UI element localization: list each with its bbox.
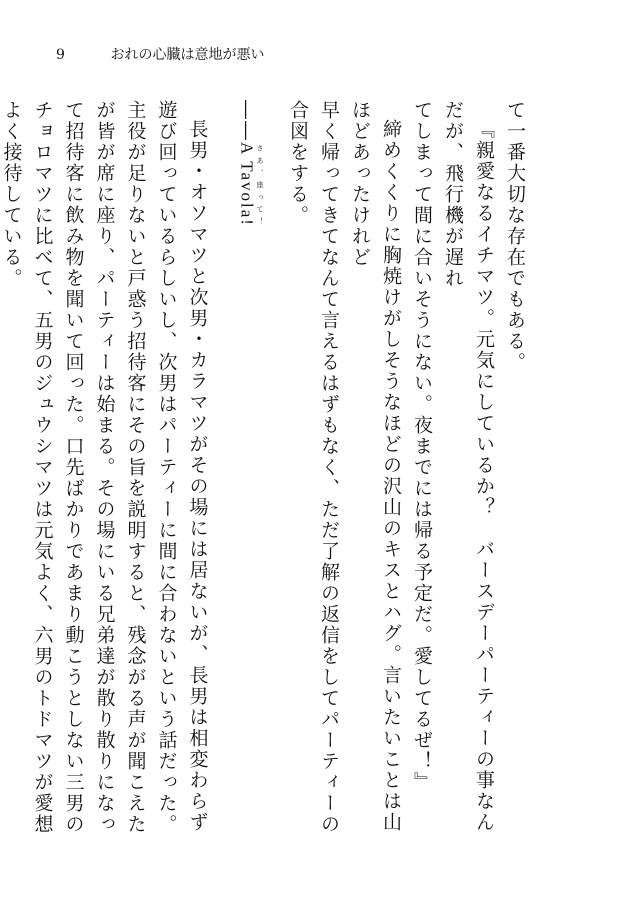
paragraph-party: 長男・オソマツと次男・カラマツがその場には居ないが、長男は相変わらず遊び回っているらしいし、次男はパーティーに間に合わないという話だった。主役が足りないと戸惑う招待客にその旨を説明すると、残念がる声が聞こえたが皆が席に座り、パーティーは始まる。その場にいる兄弟達が散り散りになって招待客に飲み物を聞いて回った。口先ばかりであまり動こうとしない三男のチョロマツに比べて、五男のジュウシマツは元気よく、六男のトドマツが愛想よく接待している。 (0, 100, 209, 835)
section-gap (213, 100, 231, 840)
text-line: て一番大切な存在でもある。 (504, 100, 526, 373)
paragraph-letter: 『親愛なるイチマツ。元気にしているか？ バースデーパーティーの事なんだが、飛行機が遅れ (442, 100, 495, 833)
section-gap (264, 100, 282, 840)
section-heading-tavola (231, 100, 265, 840)
text-line: てしまって間に合いそうにない。夜までには帰る予定だ。愛してるぜ！』 (411, 100, 433, 793)
text-line: 早く帰ってきてなんて言えるはずもなく、ただ了解の返信をしてパーティーの合図をする。 (287, 100, 340, 835)
heading-ruby: さあ、座って！ (256, 142, 264, 227)
running-title: おれの心臓は意地が悪い (110, 47, 265, 63)
page-header (56, 40, 556, 70)
heading-text: A Tavola! (237, 142, 257, 227)
body-text (0, 100, 530, 840)
heading-dash: ―― (235, 100, 258, 142)
paragraph-closing: 締めくくりに胸焼けがしそうなほどの沢山のキスとハグ。言いたいことは山ほどあったけれど (349, 100, 402, 833)
page-number: 9 (56, 47, 65, 63)
